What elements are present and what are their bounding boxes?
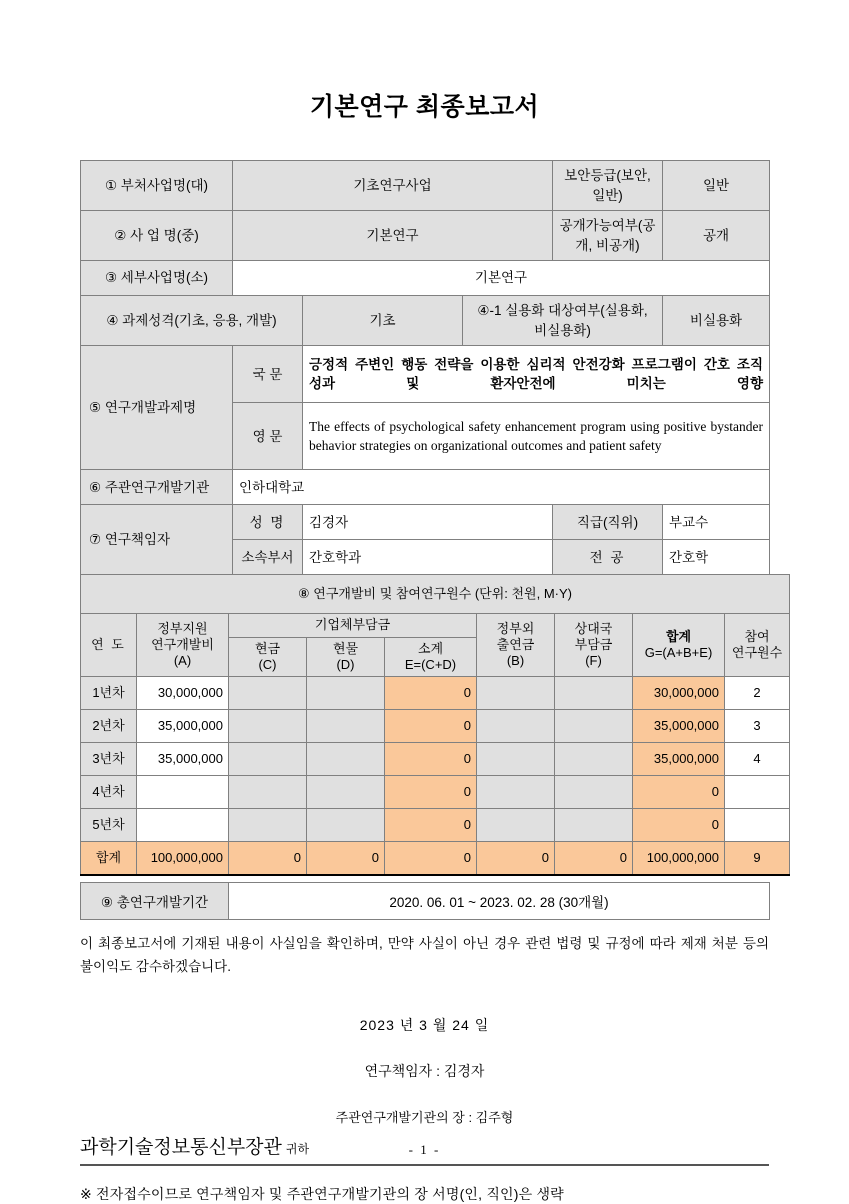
- total-researchers: 9: [725, 842, 790, 876]
- table-row: [81, 710, 790, 743]
- row-year: 3년차: [81, 743, 137, 776]
- total-cash: 0: [229, 842, 307, 876]
- cell-gov-fund: [137, 776, 229, 809]
- cell-subtotal: 0: [385, 677, 477, 710]
- sub-program-label: ③ 세부사업명(소): [81, 261, 233, 296]
- table-row: [81, 346, 770, 403]
- cell-cash: [229, 710, 307, 743]
- sub-program-value: 기본연구: [233, 261, 770, 296]
- col-header-subtotal: [385, 637, 477, 677]
- budget-table: [80, 574, 790, 876]
- cell-partner: [555, 776, 633, 809]
- researchers-line1: 참여: [744, 629, 770, 644]
- total-nongov: 0: [477, 842, 555, 876]
- cell-nongov: [477, 809, 555, 842]
- table-row: [81, 776, 790, 809]
- total-inkind: 0: [307, 842, 385, 876]
- table-row: [81, 211, 770, 261]
- cell-researchers: 2: [725, 677, 790, 710]
- cell-cash: [229, 677, 307, 710]
- col-header-partner-country: [555, 614, 633, 677]
- table-total-row: [81, 842, 790, 876]
- cell-inkind: [307, 809, 385, 842]
- commercialization-value: 비실용화: [663, 296, 770, 346]
- budget-caption: ⑧ 연구개발비 및 참여연구원수 (단위: 천원, M·Y): [81, 575, 790, 614]
- grand-total-line2: G=(A+B+E): [644, 645, 713, 661]
- table-row: [81, 883, 770, 920]
- research-period-label: ⑨ 총연구개발기간: [81, 883, 229, 920]
- cell-researchers: 3: [725, 710, 790, 743]
- korean-title-label: 국 문: [233, 346, 303, 403]
- col-header-cash: [229, 637, 307, 677]
- researchers-line2: 연구원수: [731, 645, 783, 661]
- pi-major-value: 간호학: [663, 540, 770, 575]
- cell-partner: [555, 710, 633, 743]
- cell-inkind: [307, 677, 385, 710]
- signature-date: 2023 년 3 월 24 일: [359, 1017, 490, 1033]
- nongov-line1: 정부외: [496, 620, 535, 636]
- cell-partner: [555, 743, 633, 776]
- table-row: [81, 161, 770, 211]
- col-header-researchers: [725, 614, 790, 677]
- signature-researcher: 연구책임자 : 김경자: [364, 1063, 485, 1079]
- table-row: [81, 505, 770, 540]
- cell-nongov: [477, 776, 555, 809]
- col-header-grand-total: [633, 614, 725, 677]
- english-title-value: The effects of psychological safety enhancement program using positive bystander behavior strategies on organizational outcomes and patient safety: [303, 403, 770, 470]
- cell-inkind: [307, 710, 385, 743]
- cell-partner: [555, 677, 633, 710]
- col-header-nongov-fund: [477, 614, 555, 677]
- gov-fund-line2: 연구개발비: [151, 637, 214, 653]
- col-header-gov-fund: [137, 614, 229, 677]
- nongov-line2: 출연금: [496, 637, 535, 653]
- pi-name-label: 성 명: [233, 505, 303, 540]
- commercialization-label: ④-1 실용화 대상여부(실용화, 비실용화): [463, 296, 663, 346]
- row-year: 4년차: [81, 776, 137, 809]
- table-row: [81, 261, 770, 296]
- gov-fund-line1: 정부지원: [157, 620, 208, 636]
- col-header-company-contribution: 기업체부담금: [229, 614, 477, 637]
- page-number: - 1 -: [408, 1142, 441, 1157]
- row-year: 1년차: [81, 677, 137, 710]
- partner-line2: 부담금: [574, 637, 613, 653]
- cell-partner: [555, 809, 633, 842]
- security-grade-label: 보안등급(보안, 일반): [553, 161, 663, 211]
- ministry-program-value: 기초연구사업: [233, 161, 553, 211]
- total-partner: 0: [555, 842, 633, 876]
- principal-investigator-label: ⑦ 연구책임자: [81, 505, 233, 575]
- host-institution-label: ⑥ 주관연구개발기관: [81, 470, 233, 505]
- disclosure-value: 공개: [663, 211, 770, 261]
- cell-inkind: [307, 776, 385, 809]
- program-name-label: ② 사 업 명(중): [81, 211, 233, 261]
- row-year: 2년차: [81, 710, 137, 743]
- cell-nongov: [477, 743, 555, 776]
- row-year: 5년차: [81, 809, 137, 842]
- cell-cash: [229, 776, 307, 809]
- research-period-table: [80, 882, 770, 920]
- table-row: [81, 677, 790, 710]
- partner-line1: 상대국: [574, 620, 613, 636]
- subtotal-line2: E=(C+D): [404, 656, 457, 672]
- cell-total: 35,000,000: [633, 710, 725, 743]
- english-title-label: 영 문: [233, 403, 303, 470]
- project-info-table: [80, 160, 770, 575]
- declaration-statement: 이 최종보고서에 기재된 내용이 사실임을 확인하며, 만약 사실이 아닌 경우 관련 법령 및 규정에 따라 제재 처분 등의 불이익도 감수하겠습니다.: [80, 936, 769, 975]
- pi-department-value: 간호학과: [303, 540, 553, 575]
- total-grand: 100,000,000: [633, 842, 725, 876]
- pi-department-label: 소속부서: [233, 540, 303, 575]
- security-grade-value: 일반: [663, 161, 770, 211]
- table-row: [81, 809, 790, 842]
- cash-line2: (C): [258, 656, 277, 672]
- col-header-inkind: [307, 637, 385, 677]
- pi-major-label: 전 공: [553, 540, 663, 575]
- korean-title-value: 긍정적 주변인 행동 전략을 이용한 심리적 안전강화 프로그램이 간호 조직 성과 및 환자안전에 미치는 영향: [303, 346, 770, 403]
- inkind-line2: (D): [336, 656, 355, 672]
- disclosure-label: 공개가능여부(공개, 비공개): [553, 211, 663, 261]
- cell-total: 0: [633, 776, 725, 809]
- cell-cash: [229, 809, 307, 842]
- total-row-label: 합계: [81, 842, 137, 876]
- cell-gov-fund: 35,000,000: [137, 710, 229, 743]
- cash-line1: 현금: [254, 640, 281, 656]
- table-row: [81, 743, 790, 776]
- gov-fund-line3: (A): [173, 653, 192, 669]
- project-type-label: ④ 과제성격(기초, 응용, 개발): [81, 296, 303, 346]
- cell-total: 35,000,000: [633, 743, 725, 776]
- table-row: [81, 296, 770, 346]
- pi-position-value: 부교수: [663, 505, 770, 540]
- pi-position-label: 직급(직위): [553, 505, 663, 540]
- cell-gov-fund: [137, 809, 229, 842]
- project-type-value: 기초: [303, 296, 463, 346]
- cell-subtotal: 0: [385, 809, 477, 842]
- cell-subtotal: 0: [385, 710, 477, 743]
- cell-nongov: [477, 677, 555, 710]
- cell-nongov: [477, 710, 555, 743]
- cell-total: 0: [633, 809, 725, 842]
- col-header-year: 연 도: [81, 614, 137, 677]
- addressee-honorific: 귀하: [285, 1142, 310, 1156]
- table-row: [81, 470, 770, 505]
- table-header-row: [81, 614, 790, 637]
- cell-gov-fund: 35,000,000: [137, 743, 229, 776]
- page-title: 기본연구 최종보고서: [309, 93, 540, 121]
- cell-subtotal: 0: [385, 743, 477, 776]
- program-name-value: 기본연구: [233, 211, 553, 261]
- cell-inkind: [307, 743, 385, 776]
- pi-name-value: 김경자: [303, 505, 553, 540]
- nongov-line3: (B): [506, 653, 525, 669]
- signature-institution-head: 주관연구개발기관의 장 : 김주형: [335, 1110, 514, 1125]
- total-gov-fund: 100,000,000: [137, 842, 229, 876]
- cell-gov-fund: 30,000,000: [137, 677, 229, 710]
- addressee-minister: 과학기술정보통신부장관: [80, 1137, 282, 1158]
- cell-subtotal: 0: [385, 776, 477, 809]
- subtotal-line1: 소계: [417, 640, 444, 656]
- cell-cash: [229, 743, 307, 776]
- inkind-line1: 현물: [332, 640, 359, 656]
- ministry-program-label: ① 부처사업명(대): [81, 161, 233, 211]
- research-period-value: 2020. 06. 01 ~ 2023. 02. 28 (30개월): [229, 883, 770, 920]
- cell-researchers: [725, 809, 790, 842]
- total-subtotal: 0: [385, 842, 477, 876]
- project-title-label: ⑤ 연구개발과제명: [81, 346, 233, 470]
- cell-researchers: 4: [725, 743, 790, 776]
- cell-total: 30,000,000: [633, 677, 725, 710]
- host-institution-value: 인하대학교: [233, 470, 770, 505]
- cell-researchers: [725, 776, 790, 809]
- electronic-submission-note: ※ 전자접수이므로 연구책임자 및 주관연구개발기관의 장 서명(인, 직인)은 생략: [80, 1186, 564, 1202]
- table-row: [81, 575, 790, 614]
- partner-line3: (F): [585, 653, 602, 669]
- grand-total-line1: 합계: [665, 629, 692, 644]
